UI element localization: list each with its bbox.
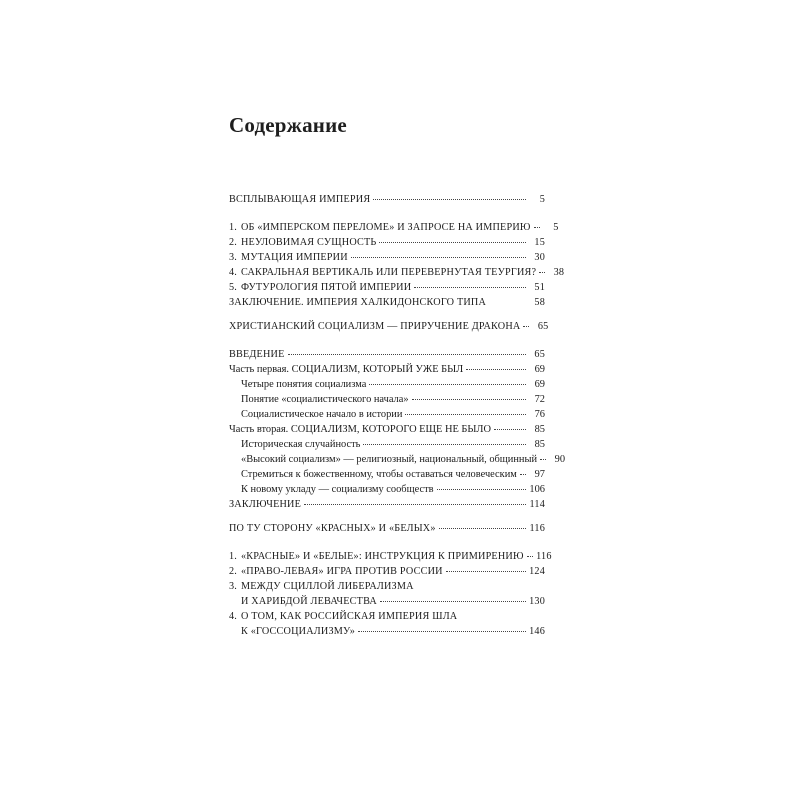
toc-label: Историческая случайность (241, 439, 361, 450)
toc-entry (229, 348, 545, 361)
toc-label: ВСПЛЫВАЮЩАЯ ИМПЕРИЯ (229, 194, 371, 205)
toc-entry (229, 580, 545, 593)
toc-label: ВВЕДЕНИЕ (229, 349, 285, 360)
toc-entry-number: 2. (229, 566, 238, 577)
toc-entry-number: 4. (229, 267, 238, 278)
toc-part (229, 423, 545, 436)
toc-entry-number: 3. (229, 581, 238, 592)
toc-entry (229, 565, 545, 578)
toc-subentry (241, 438, 545, 451)
toc-label: ХРИСТИАНСКИЙ СОЦИАЛИЗМ — ПРИРУЧЕНИЕ ДРАКОНА (229, 321, 521, 332)
toc-label: Часть первая. СОЦИАЛИЗМ, КОТОРЫЙ УЖЕ БЫЛ (229, 364, 464, 375)
toc-label: Социалистическое начало в истории (241, 409, 403, 420)
toc-page-number: 58 (534, 297, 545, 308)
dot-leader (494, 428, 526, 430)
toc-entry-number: 2. (229, 237, 238, 248)
toc-label: ФУТУРОЛОГИЯ ПЯТОЙ ИМПЕРИИ (241, 282, 412, 293)
toc-entry-number: 1. (229, 222, 238, 233)
dot-leader (405, 413, 526, 415)
toc-page-number: 15 (534, 237, 545, 248)
dot-leader (369, 383, 526, 385)
toc-section-title (229, 193, 545, 206)
toc-entry-continuation (241, 595, 545, 608)
dot-leader (351, 256, 526, 258)
toc-subentry (241, 453, 566, 466)
toc-page-number: 85 (534, 439, 545, 450)
toc-label: К новому укладу — социализму сообществ (241, 484, 434, 495)
toc-label: «Высокий социализм» — религиозный, национальный, общинный (241, 454, 538, 465)
toc-label: Часть вторая. СОЦИАЛИЗМ, КОТОРОГО ЕЩЕ НЕ БЫЛО (229, 424, 491, 435)
toc-subentry (241, 408, 545, 421)
dot-leader (539, 271, 545, 273)
dot-leader (439, 527, 526, 529)
dot-leader (414, 286, 526, 288)
toc-entry-number: 5. (229, 282, 238, 293)
toc-entry (229, 266, 565, 279)
toc-page-number: 5 (539, 194, 545, 205)
toc-section-title (229, 522, 545, 535)
toc-page-number: 146 (529, 626, 545, 637)
toc-entry (229, 236, 545, 249)
dot-leader (379, 241, 526, 243)
toc-label: ПО ТУ СТОРОНУ «КРАСНЫХ» И «БЕЛЫХ» (229, 523, 436, 534)
toc-page-number: 69 (534, 364, 545, 375)
dot-leader (540, 458, 546, 460)
dot-leader (527, 555, 533, 557)
dot-leader (358, 630, 526, 632)
toc-label: Понятие «социалистического начала» (241, 394, 409, 405)
toc-page-number: 65 (537, 321, 549, 332)
toc-label: МУТАЦИЯ ИМПЕРИИ (241, 252, 348, 263)
dot-leader (373, 198, 526, 200)
toc-label: Четыре понятия социализма (241, 379, 367, 390)
toc-label: НЕУЛОВИМАЯ СУЩНОСТЬ (241, 237, 377, 248)
toc-label: ЗАКЛЮЧЕНИЕ. ИМПЕРИЯ ХАЛКИДОНСКОГО ТИПА (229, 297, 487, 308)
dot-leader (534, 226, 540, 228)
toc-label: И ХАРИБДОЙ ЛЕВАЧЕСТВА (241, 596, 377, 607)
toc-subentry (241, 483, 545, 496)
toc-entry-number: 3. (229, 252, 238, 263)
toc-page-number: 85 (534, 424, 545, 435)
toc-subentry (241, 468, 545, 481)
toc-entry-continuation (241, 625, 545, 638)
toc-subentry (241, 393, 545, 406)
toc-entry (229, 550, 552, 563)
toc-part (229, 363, 545, 376)
toc-label: О ТОМ, КАК РОССИЙСКАЯ ИМПЕРИЯ ШЛА (241, 611, 458, 622)
toc-page-number: 51 (534, 282, 545, 293)
dot-leader (304, 503, 526, 505)
dot-leader (412, 398, 526, 400)
toc-label: «КРАСНЫЕ» И «БЕЛЫЕ»: ИНСТРУКЦИЯ К ПРИМИРЕНИЮ (241, 551, 524, 562)
toc-entry (229, 251, 545, 264)
toc-page-number: 5 (553, 222, 559, 233)
toc-label: К «ГОССОЦИАЛИЗМУ» (241, 626, 356, 637)
toc-page-number: 69 (534, 379, 545, 390)
toc-entry (229, 281, 545, 294)
toc-entry-number: 4. (229, 611, 238, 622)
toc-page-number: 114 (529, 499, 545, 510)
toc-entry-conclusion (229, 296, 545, 309)
dot-leader (437, 488, 526, 490)
toc-entry-conclusion (229, 498, 545, 511)
dot-leader (363, 443, 526, 445)
dot-leader (466, 368, 526, 370)
toc-page-number: 116 (536, 551, 552, 562)
toc-page-number: 97 (534, 469, 545, 480)
toc-subentry (241, 378, 545, 391)
toc-section-title (229, 320, 549, 333)
toc-label: ОБ «ИМПЕРСКОМ ПЕРЕЛОМЕ» И ЗАПРОСЕ НА ИМПЕРИЮ (241, 222, 531, 233)
toc-label: Стремиться к божественному, чтобы оставаться человеческим (241, 469, 517, 480)
toc-label: МЕЖДУ СЦИЛЛОЙ ЛИБЕРАЛИЗМА (241, 581, 414, 592)
toc-page-number: 116 (529, 523, 545, 534)
dot-leader (523, 325, 529, 327)
toc-page-number: 76 (534, 409, 545, 420)
toc-entry-number: 1. (229, 551, 238, 562)
toc-page-number: 38 (553, 267, 565, 278)
toc-entry (229, 610, 545, 623)
toc-label: «ПРАВО-ЛЕВАЯ» ИГРА ПРОТИВ РОССИИ (241, 566, 443, 577)
toc-page-number: 124 (529, 566, 545, 577)
toc-entry (229, 221, 559, 234)
toc-page-number: 90 (554, 454, 566, 465)
toc-page-number: 65 (534, 349, 545, 360)
dot-leader (288, 353, 526, 355)
toc-page-number: 106 (529, 484, 545, 495)
dot-leader (380, 600, 526, 602)
toc-page-number: 30 (534, 252, 545, 263)
dot-leader (446, 570, 526, 572)
toc-page-number: 72 (534, 394, 545, 405)
dot-leader (520, 473, 526, 475)
page-title: Содержание (229, 113, 347, 137)
toc-label: САКРАЛЬНАЯ ВЕРТИКАЛЬ ИЛИ ПЕРЕВЕРНУТАЯ ТЕУРГИЯ? (241, 267, 537, 278)
toc-page-number: 130 (529, 596, 545, 607)
toc-label: ЗАКЛЮЧЕНИЕ (229, 499, 302, 510)
